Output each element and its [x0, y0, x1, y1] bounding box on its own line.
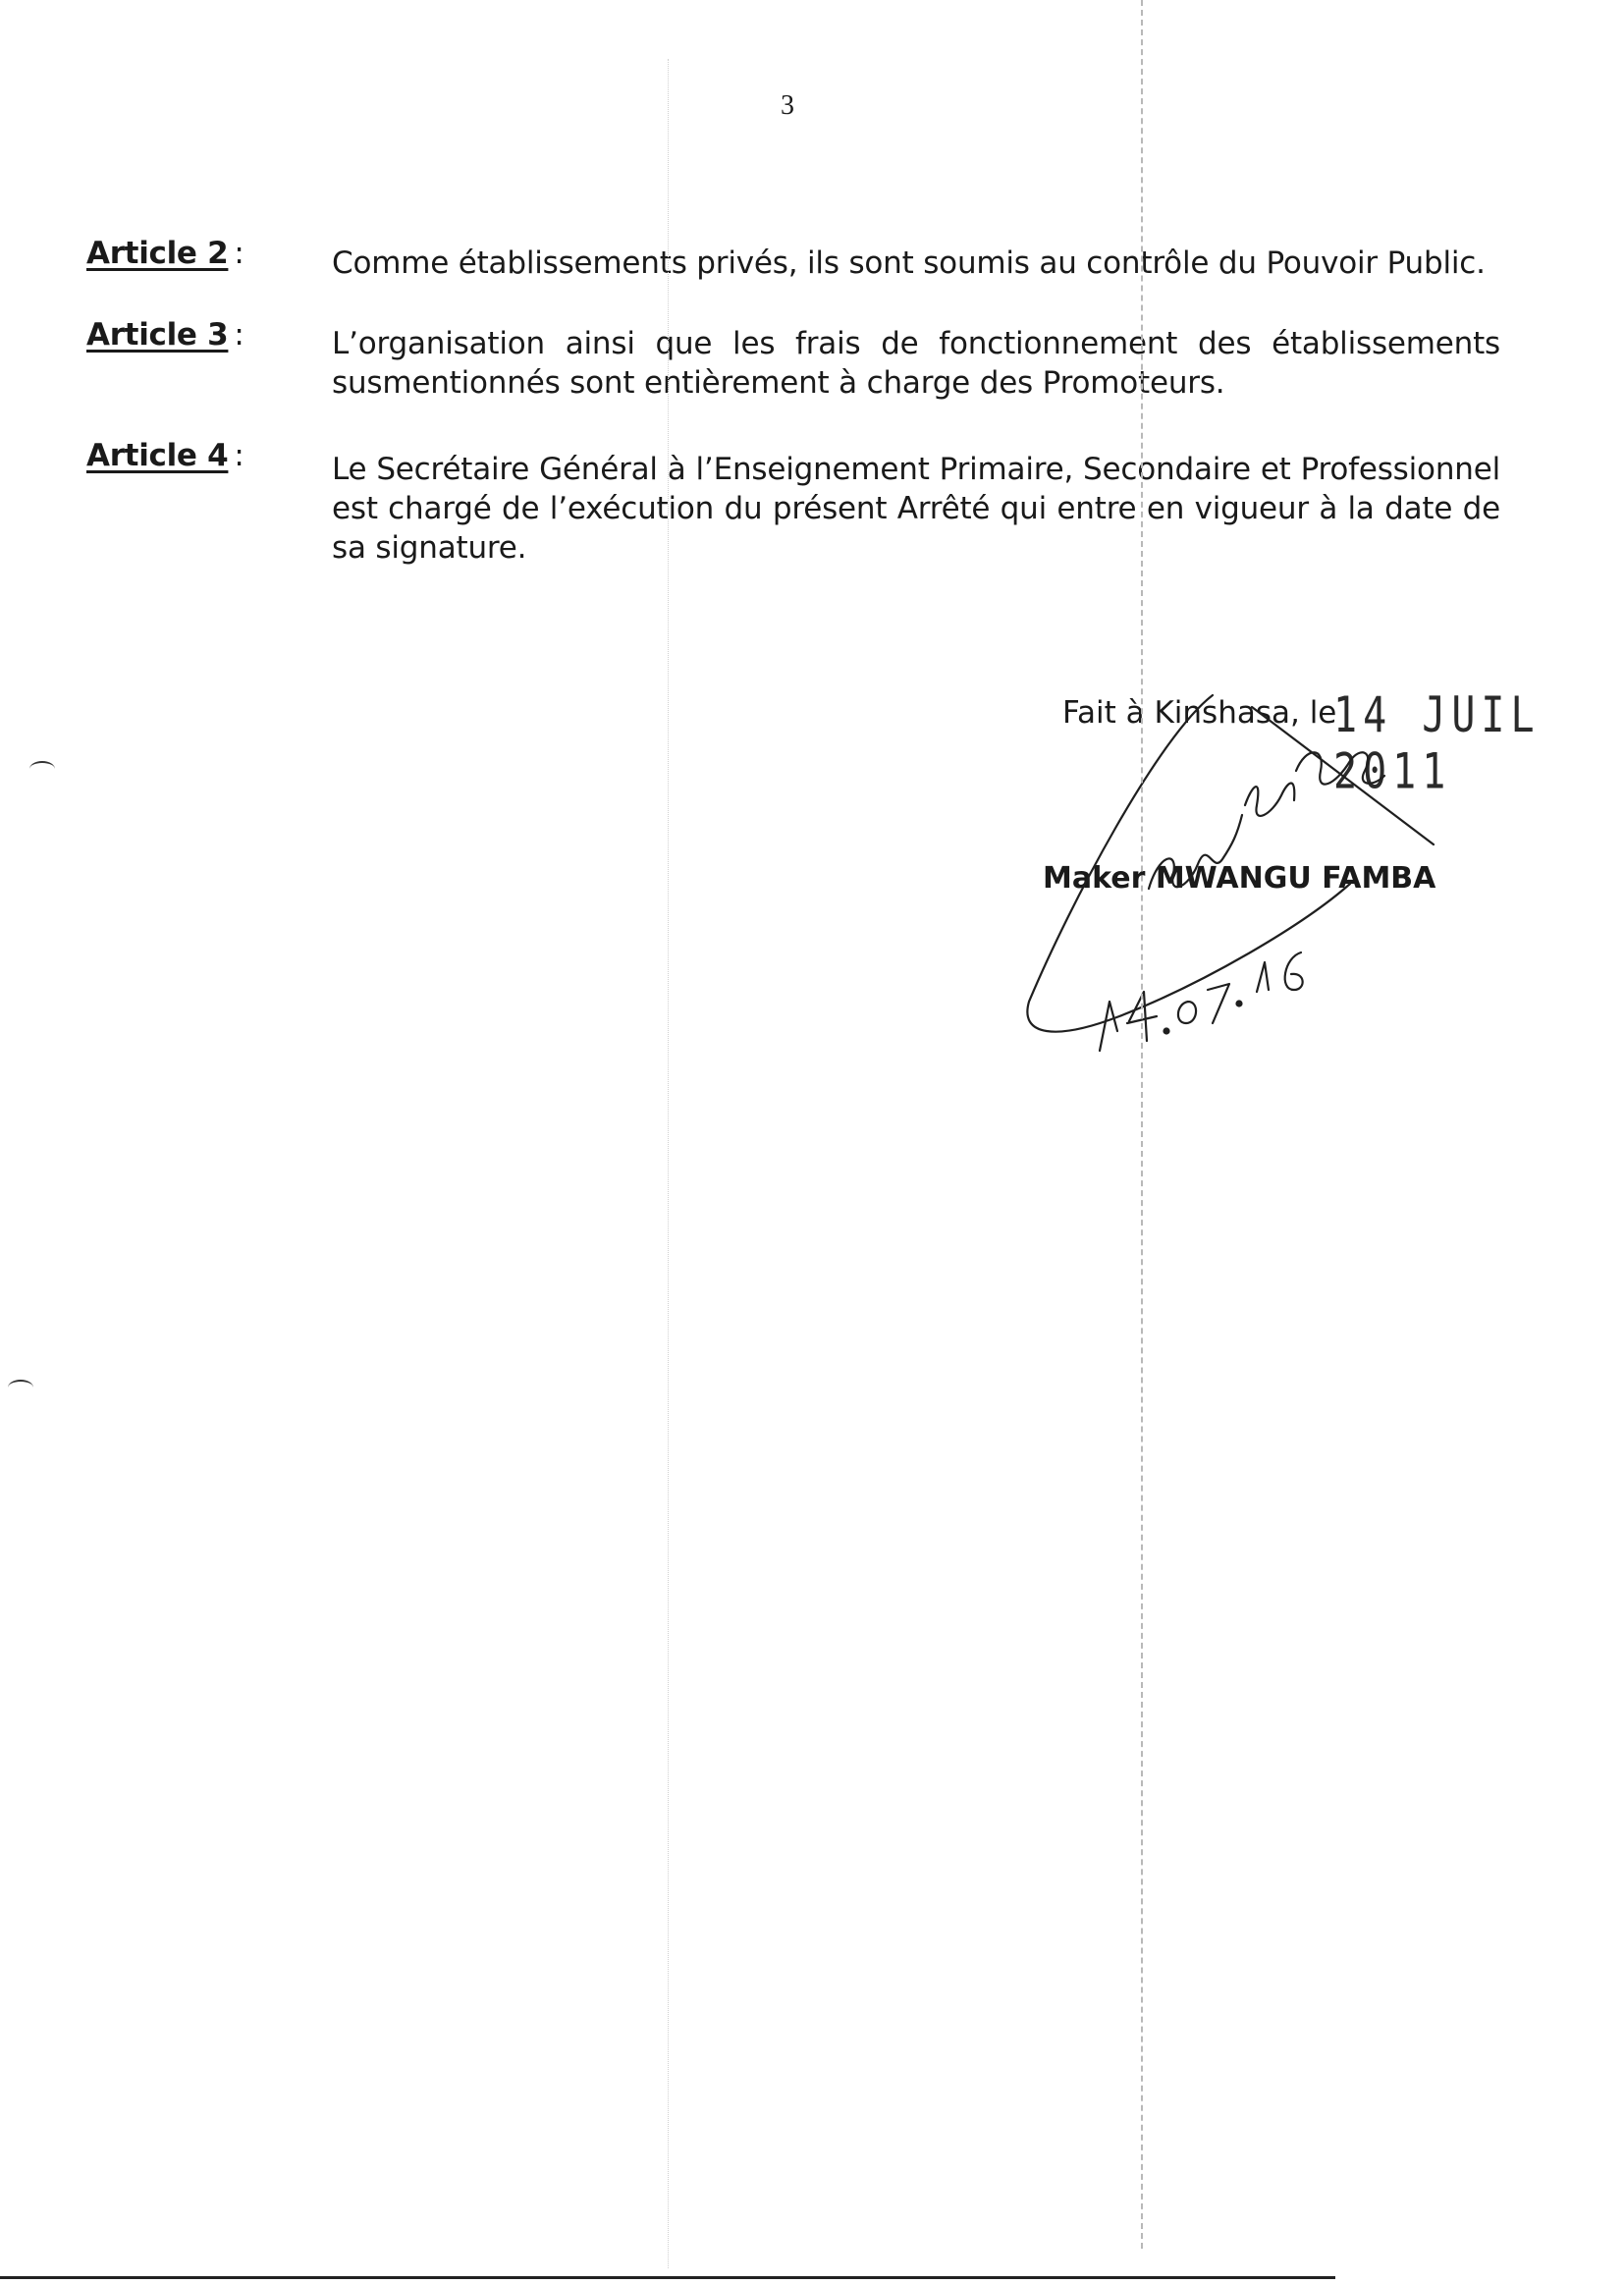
handwritten-date-1b	[1257, 962, 1269, 992]
article-3-title: Article 3	[86, 317, 229, 353]
article-4-label	[86, 438, 244, 473]
footer-rule	[0, 2276, 1335, 2279]
handwritten-signature	[1011, 678, 1473, 1090]
scan-fold-line	[1141, 0, 1143, 2249]
article-2-text: Comme établissements privés, ils sont soumis au contrôle du Pouvoir Public.	[332, 245, 1486, 281]
signatory-name: Maker MWANGU FAMBA	[1043, 861, 1436, 896]
page-number: 3	[781, 90, 794, 121]
margin-mark-1	[29, 761, 55, 777]
handwritten-date-0	[1178, 1002, 1196, 1023]
signature-tail	[1296, 752, 1384, 784]
article-4-title: Article 4	[86, 438, 229, 473]
signature-stroke	[1252, 707, 1434, 844]
article-3-text: L’organisation ainsi que les frais de fonctionnement des établissements susmentionnés sont entièrement à charge des Promoteurs.	[332, 326, 1500, 401]
article-2-label	[86, 236, 244, 271]
article-2-title: Article 2	[86, 236, 229, 271]
article-4-colon: :	[234, 438, 244, 473]
article-3-colon: :	[234, 317, 244, 353]
article-3-label	[86, 317, 244, 353]
margin-mark-2	[8, 1380, 33, 1395]
handwritten-date-7	[1208, 984, 1229, 1023]
signature-place: Fait à Kinshasa, le	[1062, 695, 1337, 731]
article-2-colon: :	[234, 236, 244, 271]
handwritten-date-1	[1100, 1002, 1117, 1051]
scan-fold-line-faint	[668, 59, 669, 2268]
handwritten-date-6	[1285, 952, 1303, 990]
date-stamp: 14 JUIL 2011	[1333, 687, 1541, 800]
article-4-text: Le Secrétaire Général à l’Enseignement Primaire, Secondaire et Professionnel est chargé de l’exécution du présent Arrêté qui entre en vigueur à la date de sa signature.	[332, 452, 1500, 566]
signature-scrawl	[1149, 784, 1294, 890]
